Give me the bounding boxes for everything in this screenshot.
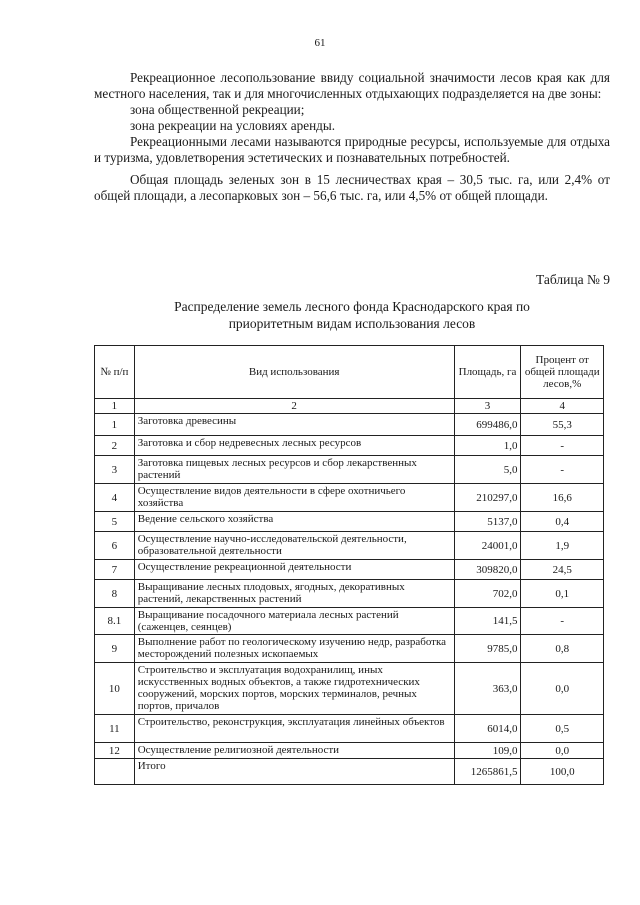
table-row — [95, 436, 604, 456]
row-number: 6 — [95, 532, 135, 560]
row-percent: - — [521, 456, 604, 484]
row-type: Осуществление научно-исследовательской деятельности, образовательной деятельности — [134, 532, 454, 560]
row-number: 7 — [95, 560, 135, 580]
row-percent: 24,5 — [521, 560, 604, 580]
total-percent: 100,0 — [521, 759, 604, 785]
row-area: 702,0 — [454, 580, 521, 608]
table-body — [95, 414, 604, 785]
header-number: № п/п — [95, 346, 135, 399]
row-percent: 1,9 — [521, 532, 604, 560]
row-number: 8.1 — [95, 608, 135, 635]
row-number: 8 — [95, 580, 135, 608]
row-type: Выполнение работ по геологическому изучению недр, разработка месторождений полезных ископаемых — [134, 635, 454, 663]
row-number: 2 — [95, 436, 135, 456]
row-number: 9 — [95, 635, 135, 663]
zone-lease: зона рекреации на условиях аренды. — [130, 118, 336, 133]
column-number: 1 — [95, 399, 135, 414]
table-row — [95, 484, 604, 512]
column-number: 4 — [521, 399, 604, 414]
row-percent: 16,6 — [521, 484, 604, 512]
total-number — [95, 759, 135, 785]
row-percent: - — [521, 436, 604, 456]
table-title — [94, 298, 610, 332]
row-type: Осуществление видов деятельности в сфере охотничьего хозяйства — [134, 484, 454, 512]
row-number: 1 — [95, 414, 135, 436]
row-area: 5137,0 — [454, 512, 521, 532]
row-type: Выращивание лесных плодовых, ягодных, декоративных растений, лекарственных растений — [134, 580, 454, 608]
table-row — [95, 414, 604, 436]
row-percent: 0,0 — [521, 663, 604, 715]
row-number: 10 — [95, 663, 135, 715]
row-area: 309820,0 — [454, 560, 521, 580]
row-area: 210297,0 — [454, 484, 521, 512]
row-percent: 0,1 — [521, 580, 604, 608]
row-number: 5 — [95, 512, 135, 532]
row-percent: - — [521, 608, 604, 635]
table-header-row — [95, 346, 604, 399]
row-number: 11 — [95, 715, 135, 743]
row-area: 5,0 — [454, 456, 521, 484]
header-type: Вид использования — [134, 346, 454, 399]
row-type: Заготовка и сбор недревесных лесных ресурсов — [134, 436, 454, 456]
table-row — [95, 743, 604, 759]
row-area: 24001,0 — [454, 532, 521, 560]
row-area: 699486,0 — [454, 414, 521, 436]
body-text — [94, 70, 610, 204]
table-row — [95, 635, 604, 663]
total-area: 1265861,5 — [454, 759, 521, 785]
row-area: 363,0 — [454, 663, 521, 715]
row-type: Осуществление религиозной деятельности — [134, 743, 454, 759]
row-type: Осуществление рекреационной деятельности — [134, 560, 454, 580]
row-type: Заготовка пищевых лесных ресурсов и сбор лекарственных растений — [134, 456, 454, 484]
row-number: 12 — [95, 743, 135, 759]
table-label: Таблица № 9 — [536, 272, 610, 287]
row-area: 9785,0 — [454, 635, 521, 663]
paragraph-recreation-zones: Рекреационное лесопользование ввиду социальной значимости лесов края как для местного населения, так и для многочисленных отдыхающих подразделяется на две зоны: — [94, 70, 610, 101]
row-area: 6014,0 — [454, 715, 521, 743]
table-row — [95, 715, 604, 743]
table-title-line1: Распределение земель лесного фонда Краснодарского края по — [174, 299, 530, 314]
column-number: 3 — [454, 399, 521, 414]
zone-public: зона общественной рекреации; — [130, 102, 305, 117]
header-area: Площадь, га — [454, 346, 521, 399]
table-row — [95, 456, 604, 484]
land-use-table — [94, 345, 604, 785]
row-percent: 0,5 — [521, 715, 604, 743]
table-row — [95, 580, 604, 608]
paragraph-recreational-forests: Рекреационными лесами называются природные ресурсы, используемые для отдыха и туризма, удовлетворения эстетических и познавательных потребностей. — [94, 134, 610, 165]
column-number: 2 — [134, 399, 454, 414]
row-type: Строительство и эксплуатация водохранилищ, иных искусственных водных объектов, а также гидротехнических сооружений, морских портов, морских терминалов, речных портов, причалов — [134, 663, 454, 715]
paragraph-green-zones: Общая площадь зеленых зон в 15 лесничествах края – 30,5 тыс. га, или 2,4% от общей площади, а лесопарковых зон – 56,6 тыс. га, или 4,5% от общей площади. — [94, 172, 610, 203]
row-number: 3 — [95, 456, 135, 484]
row-percent: 0,0 — [521, 743, 604, 759]
table-title-line2: приоритетным видам использования лесов — [228, 316, 476, 331]
column-number-row — [95, 399, 604, 414]
row-percent: 0,4 — [521, 512, 604, 532]
table-row — [95, 608, 604, 635]
row-percent: 55,3 — [521, 414, 604, 436]
row-type: Выращивание посадочного материала лесных растений (саженцев, сеянцев) — [134, 608, 454, 635]
total-row — [95, 759, 604, 785]
header-percent: Процент от общей площади лесов,% — [521, 346, 604, 399]
row-area: 1,0 — [454, 436, 521, 456]
row-type: Строительство, реконструкция, эксплуатация линейных объектов — [134, 715, 454, 743]
row-number: 4 — [95, 484, 135, 512]
table-row — [95, 532, 604, 560]
row-type: Заготовка древесины — [134, 414, 454, 436]
row-percent: 0,8 — [521, 635, 604, 663]
table-row — [95, 560, 604, 580]
row-area: 141,5 — [454, 608, 521, 635]
table-row — [95, 663, 604, 715]
page-number: 61 — [314, 37, 326, 49]
row-area: 109,0 — [454, 743, 521, 759]
row-type: Ведение сельского хозяйства — [134, 512, 454, 532]
table-row — [95, 512, 604, 532]
total-label: Итого — [134, 759, 454, 785]
